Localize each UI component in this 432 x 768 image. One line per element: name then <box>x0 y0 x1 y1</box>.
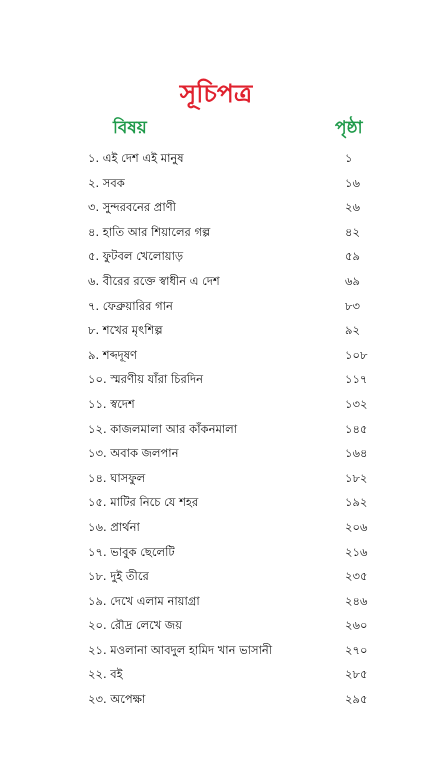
toc-entry-page-number: ২৪৬ <box>345 593 368 608</box>
toc-entry-page-number: ২৮৫ <box>345 667 368 682</box>
page-column-heading: পৃষ্ঠা <box>335 118 363 138</box>
toc-entry-page-number: ১৮২ <box>345 470 368 485</box>
toc-entry-title: ৬. বীরের রক্তে স্বাধীন এ দেশ <box>88 273 220 288</box>
toc-entry[interactable] <box>0 146 432 171</box>
toc-entry-title: ৩. সুন্দরবনের প্রাণী <box>88 200 176 215</box>
toc-entry-page-number: ২৬০ <box>345 618 368 633</box>
toc-entry[interactable] <box>0 687 432 712</box>
toc-entry-title: ১৭. ভাবুক ছেলেটি <box>88 544 175 559</box>
toc-entry-page-number: ২৯৫ <box>345 692 368 707</box>
toc-entry-title: ৪. হাতি আর শিয়ালের গল্প <box>88 224 211 239</box>
toc-entry-page-number: ২১৬ <box>345 544 368 559</box>
toc-entry-page-number: ৪২ <box>345 224 360 239</box>
toc-entry-page-number: ১৪৫ <box>345 421 368 436</box>
toc-entry-title: ২২. বই <box>88 667 123 682</box>
toc-entry-title: ৮. শখের মৃৎশিল্প <box>88 323 163 338</box>
toc-entry-title: ১২. কাজলমালা আর কাঁকনমালা <box>88 421 238 436</box>
toc-entry-page-number: ১ <box>345 151 353 165</box>
toc-entry-page-number: ৫৯ <box>345 249 360 264</box>
toc-entry-page-number: ২৬ <box>345 200 360 215</box>
toc-entry[interactable] <box>0 490 432 515</box>
page-title: সূচিপত্র <box>179 79 253 108</box>
toc-entry-page-number: ২০৬ <box>345 519 368 534</box>
toc-entry-title: ৫. ফুটবল খেলোয়াড় <box>88 249 184 264</box>
toc-list <box>0 146 432 712</box>
toc-entry[interactable] <box>0 343 432 368</box>
toc-entry-page-number: ১০৮ <box>345 347 368 362</box>
toc-entry-title: ১৬. প্রার্থনা <box>88 519 140 534</box>
toc-entry-title: ৯. শব্দদূষণ <box>88 347 137 362</box>
toc-entry[interactable] <box>0 269 432 294</box>
toc-entry-title: ১৫. মাটির নিচে যে শহর <box>88 495 199 510</box>
toc-entry-title: ২. সবক <box>88 175 125 190</box>
toc-entry[interactable] <box>0 638 432 663</box>
toc-entry[interactable] <box>0 318 432 343</box>
toc-entry-page-number: ১১৭ <box>345 372 368 387</box>
toc-entry-page-number: ৮৩ <box>345 298 360 313</box>
toc-entry-page-number: ৬৯ <box>345 273 360 288</box>
toc-entry-title: ১০. স্মরণীয় যাঁরা চিরদিন <box>88 372 203 387</box>
toc-entry-page-number: ১৬ <box>345 175 360 190</box>
toc-entry-page-number: ১৯২ <box>345 495 368 510</box>
toc-entry[interactable] <box>0 417 432 442</box>
toc-entry-title: ১৩. অবাক জলপান <box>88 446 179 461</box>
toc-entry[interactable] <box>0 392 432 417</box>
toc-entry-page-number: ১৩২ <box>345 396 368 411</box>
toc-entry[interactable] <box>0 662 432 687</box>
toc-entry-title: ১. এই দেশ এই মানুষ <box>88 151 184 165</box>
toc-entry-page-number: ২৩৫ <box>345 569 368 584</box>
toc-entry[interactable] <box>0 195 432 220</box>
toc-entry-page-number: ২৭০ <box>345 642 368 657</box>
toc-entry-title: ১৯. দেখে এলাম নায়াগ্রা <box>88 593 200 608</box>
toc-entry-title: ২১. মওলানা আবদুল হামিদ খান ভাসানী <box>88 642 273 657</box>
toc-entry[interactable] <box>0 244 432 269</box>
toc-entry-title: ৭. ফেব্রুয়ারির গান <box>88 298 173 313</box>
toc-entry[interactable] <box>0 367 432 392</box>
subject-column-heading: বিষয় <box>113 118 147 138</box>
toc-entry-title: ১৮. দুই তীরে <box>88 569 149 584</box>
toc-entry[interactable] <box>0 515 432 540</box>
toc-entry-title: ২৩. অপেক্ষা <box>88 692 146 707</box>
toc-entry[interactable] <box>0 613 432 638</box>
toc-entry[interactable] <box>0 540 432 565</box>
toc-entry[interactable] <box>0 564 432 589</box>
toc-entry[interactable] <box>0 294 432 319</box>
toc-entry[interactable] <box>0 171 432 196</box>
toc-entry[interactable] <box>0 441 432 466</box>
toc-entry[interactable] <box>0 466 432 491</box>
toc-entry-title: ২০. রৌদ্র লেখে জয় <box>88 618 182 633</box>
toc-entry[interactable] <box>0 589 432 614</box>
toc-entry-page-number: ৯২ <box>345 323 360 338</box>
toc-entry-title: ১৪. ঘাসফুল <box>88 470 146 485</box>
toc-entry-title: ১১. স্বদেশ <box>88 396 135 411</box>
toc-entry[interactable] <box>0 220 432 245</box>
toc-entry-page-number: ১৬৪ <box>345 446 368 461</box>
